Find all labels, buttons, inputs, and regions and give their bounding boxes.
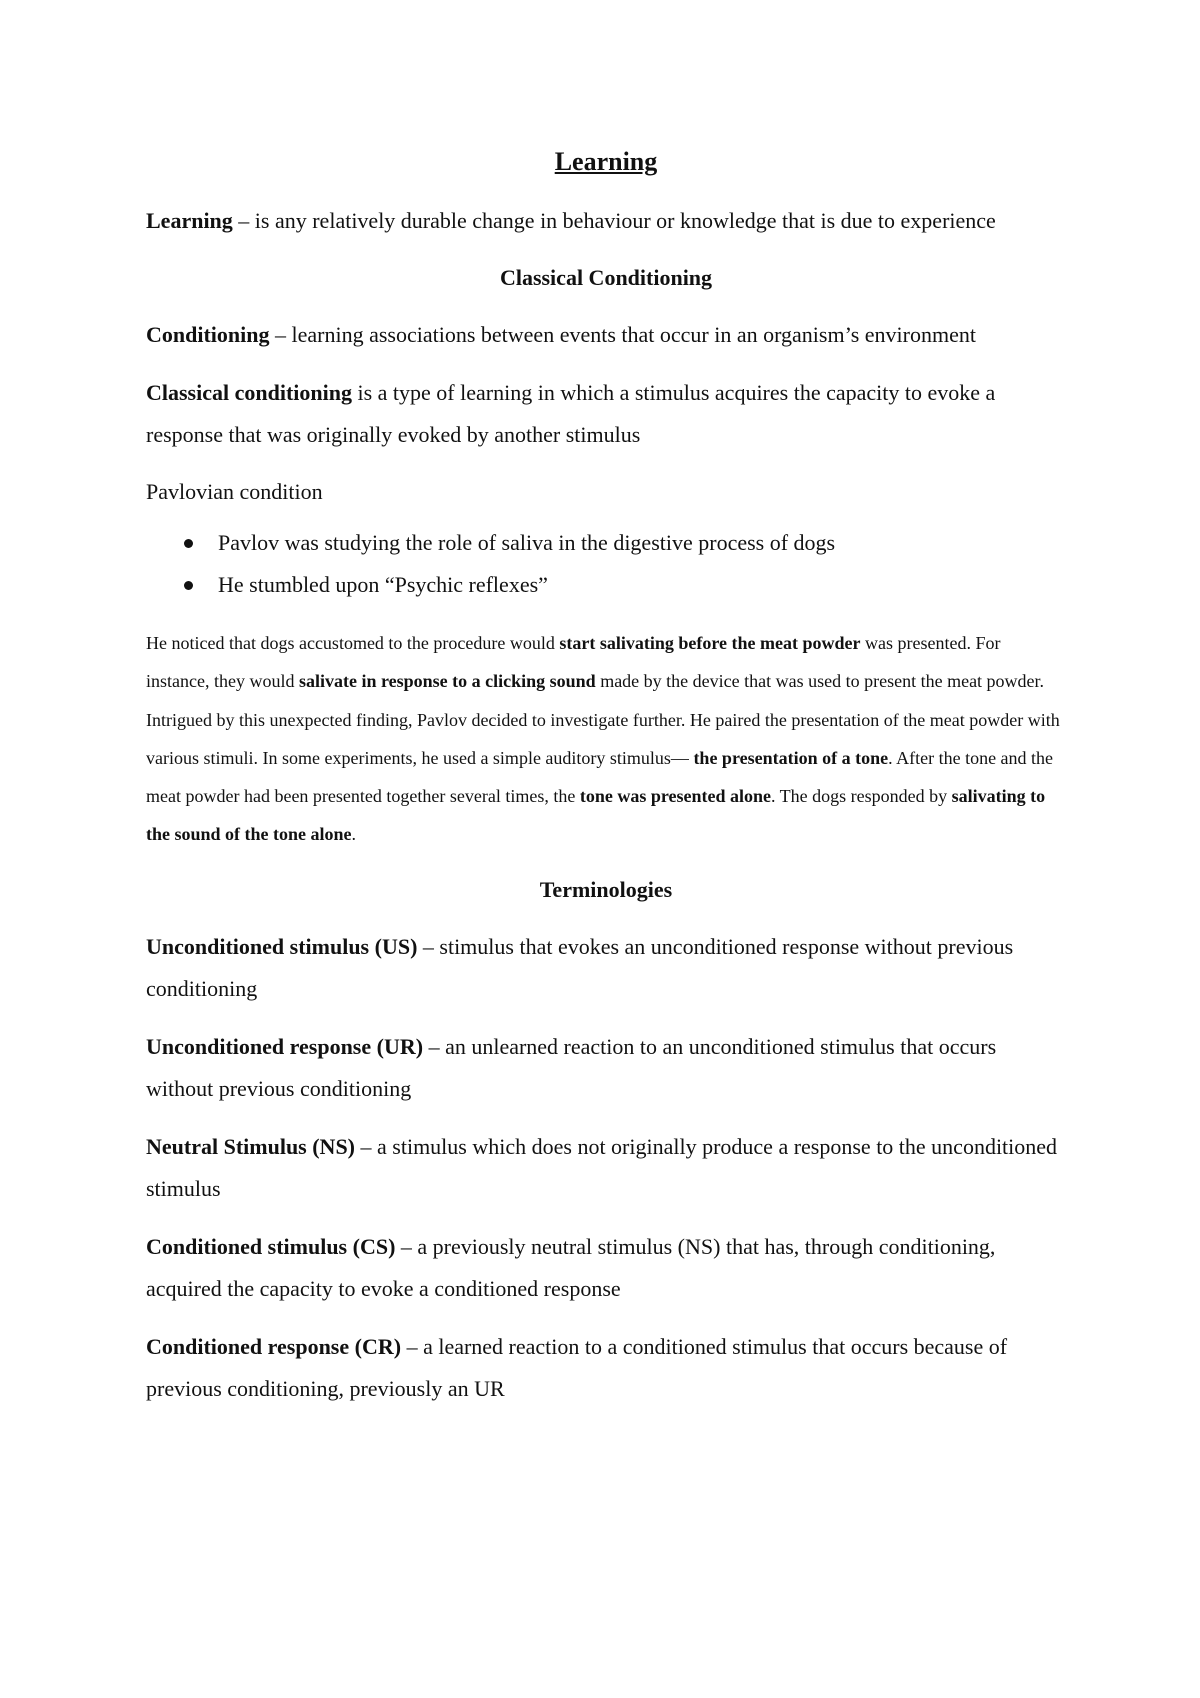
pavlov-paragraph: [146, 624, 1066, 854]
term-name: Neutral Stimulus (NS): [146, 1133, 356, 1159]
term-name: Unconditioned response (UR): [146, 1033, 424, 1059]
pavlov-bold-4: tone was presented alone: [579, 786, 771, 807]
bullet-icon: [184, 581, 193, 590]
term-definition: – a stimulus which does not originally produce a response to the unconditioned stimulus: [146, 1133, 1058, 1201]
classical-conditioning-heading: Classical Conditioning: [499, 265, 713, 290]
term-name: Conditioned response (CR): [146, 1333, 402, 1359]
pavlov-bold-5: salivating to the sound of the tone alone: [146, 786, 1046, 845]
term-unconditioned-stimulus: [146, 926, 1066, 1010]
pavlov-text-5: . The dogs responded by: [771, 786, 952, 807]
term-definition: – stimulus that evokes an unconditioned response without previous conditioning: [146, 933, 1014, 1001]
pavlov-text-1: He noticed that dogs accustomed to the procedure would: [146, 633, 560, 653]
pavlov-text-4: . After the tone and the meat powder had been presented together several times, the: [146, 747, 1054, 807]
learning-definition: [146, 200, 1066, 242]
term-unconditioned-response: [146, 1026, 1066, 1110]
document-body: [146, 142, 1066, 1426]
term-definition: – a learned reaction to a conditioned stimulus that occurs because of previous conditioning, previously an UR: [146, 1333, 1008, 1401]
bullet-text: He stumbled upon “Psychic reflexes”: [218, 572, 548, 597]
list-item: [146, 564, 1066, 606]
pavlov-bullet-list: [146, 522, 1066, 606]
pavlovian-label: Pavlovian condition: [146, 479, 323, 504]
term-name: Unconditioned stimulus (US): [146, 933, 418, 959]
pavlov-bold-3: the presentation of a tone: [693, 747, 889, 768]
conditioning-term: Conditioning: [146, 322, 270, 347]
term-conditioned-response: [146, 1326, 1066, 1410]
pavlov-bold-1: start salivating before the meat powder: [559, 633, 861, 653]
learning-term: Learning: [146, 208, 233, 233]
term-conditioned-stimulus: [146, 1226, 1066, 1310]
conditioning-text: – learning associations between events that occur in an organism’s environment: [269, 322, 976, 347]
terminologies-heading: Terminologies: [539, 876, 673, 902]
pavlov-text-2: was presented. For instance, they would: [146, 633, 1001, 692]
pavlov-bold-2: salivate in response to a clicking sound: [298, 671, 596, 692]
pavlov-text-6: .: [351, 824, 357, 845]
conditioning-definition: [146, 314, 1066, 356]
term-definition: – an unlearned reaction to an unconditioned stimulus that occurs without previous conditioning: [146, 1033, 997, 1101]
term-name: Conditioned stimulus (CS): [146, 1233, 396, 1259]
classical-conditioning-term: Classical conditioning: [146, 380, 352, 405]
classical-conditioning-definition: [146, 372, 1066, 456]
term-definition: – a previously neutral stimulus (NS) that has, through conditioning, acquired the capacity to evoke a conditioned response: [146, 1233, 996, 1301]
classical-conditioning-text: is a type of learning in which a stimulus acquires the capacity to evoke a response that was originally evoked by another stimulus: [146, 380, 996, 447]
list-item: [146, 522, 1066, 564]
pavlov-text-3: made by the device that was used to present the meat powder. Intrigued by this unexpected finding, Pavlov decided to investigate further. He paired the presentation of the meat powder with various stimuli. In some experiments, he used a simple auditory stimulus—: [146, 671, 1060, 768]
bullet-icon: [184, 539, 193, 548]
bullet-text: Pavlov was studying the role of saliva in the digestive process of dogs: [218, 530, 836, 555]
page-title: Learning: [554, 147, 658, 176]
term-neutral-stimulus: [146, 1126, 1066, 1210]
learning-text: – is any relatively durable change in behaviour or knowledge that is due to experience: [232, 208, 996, 233]
